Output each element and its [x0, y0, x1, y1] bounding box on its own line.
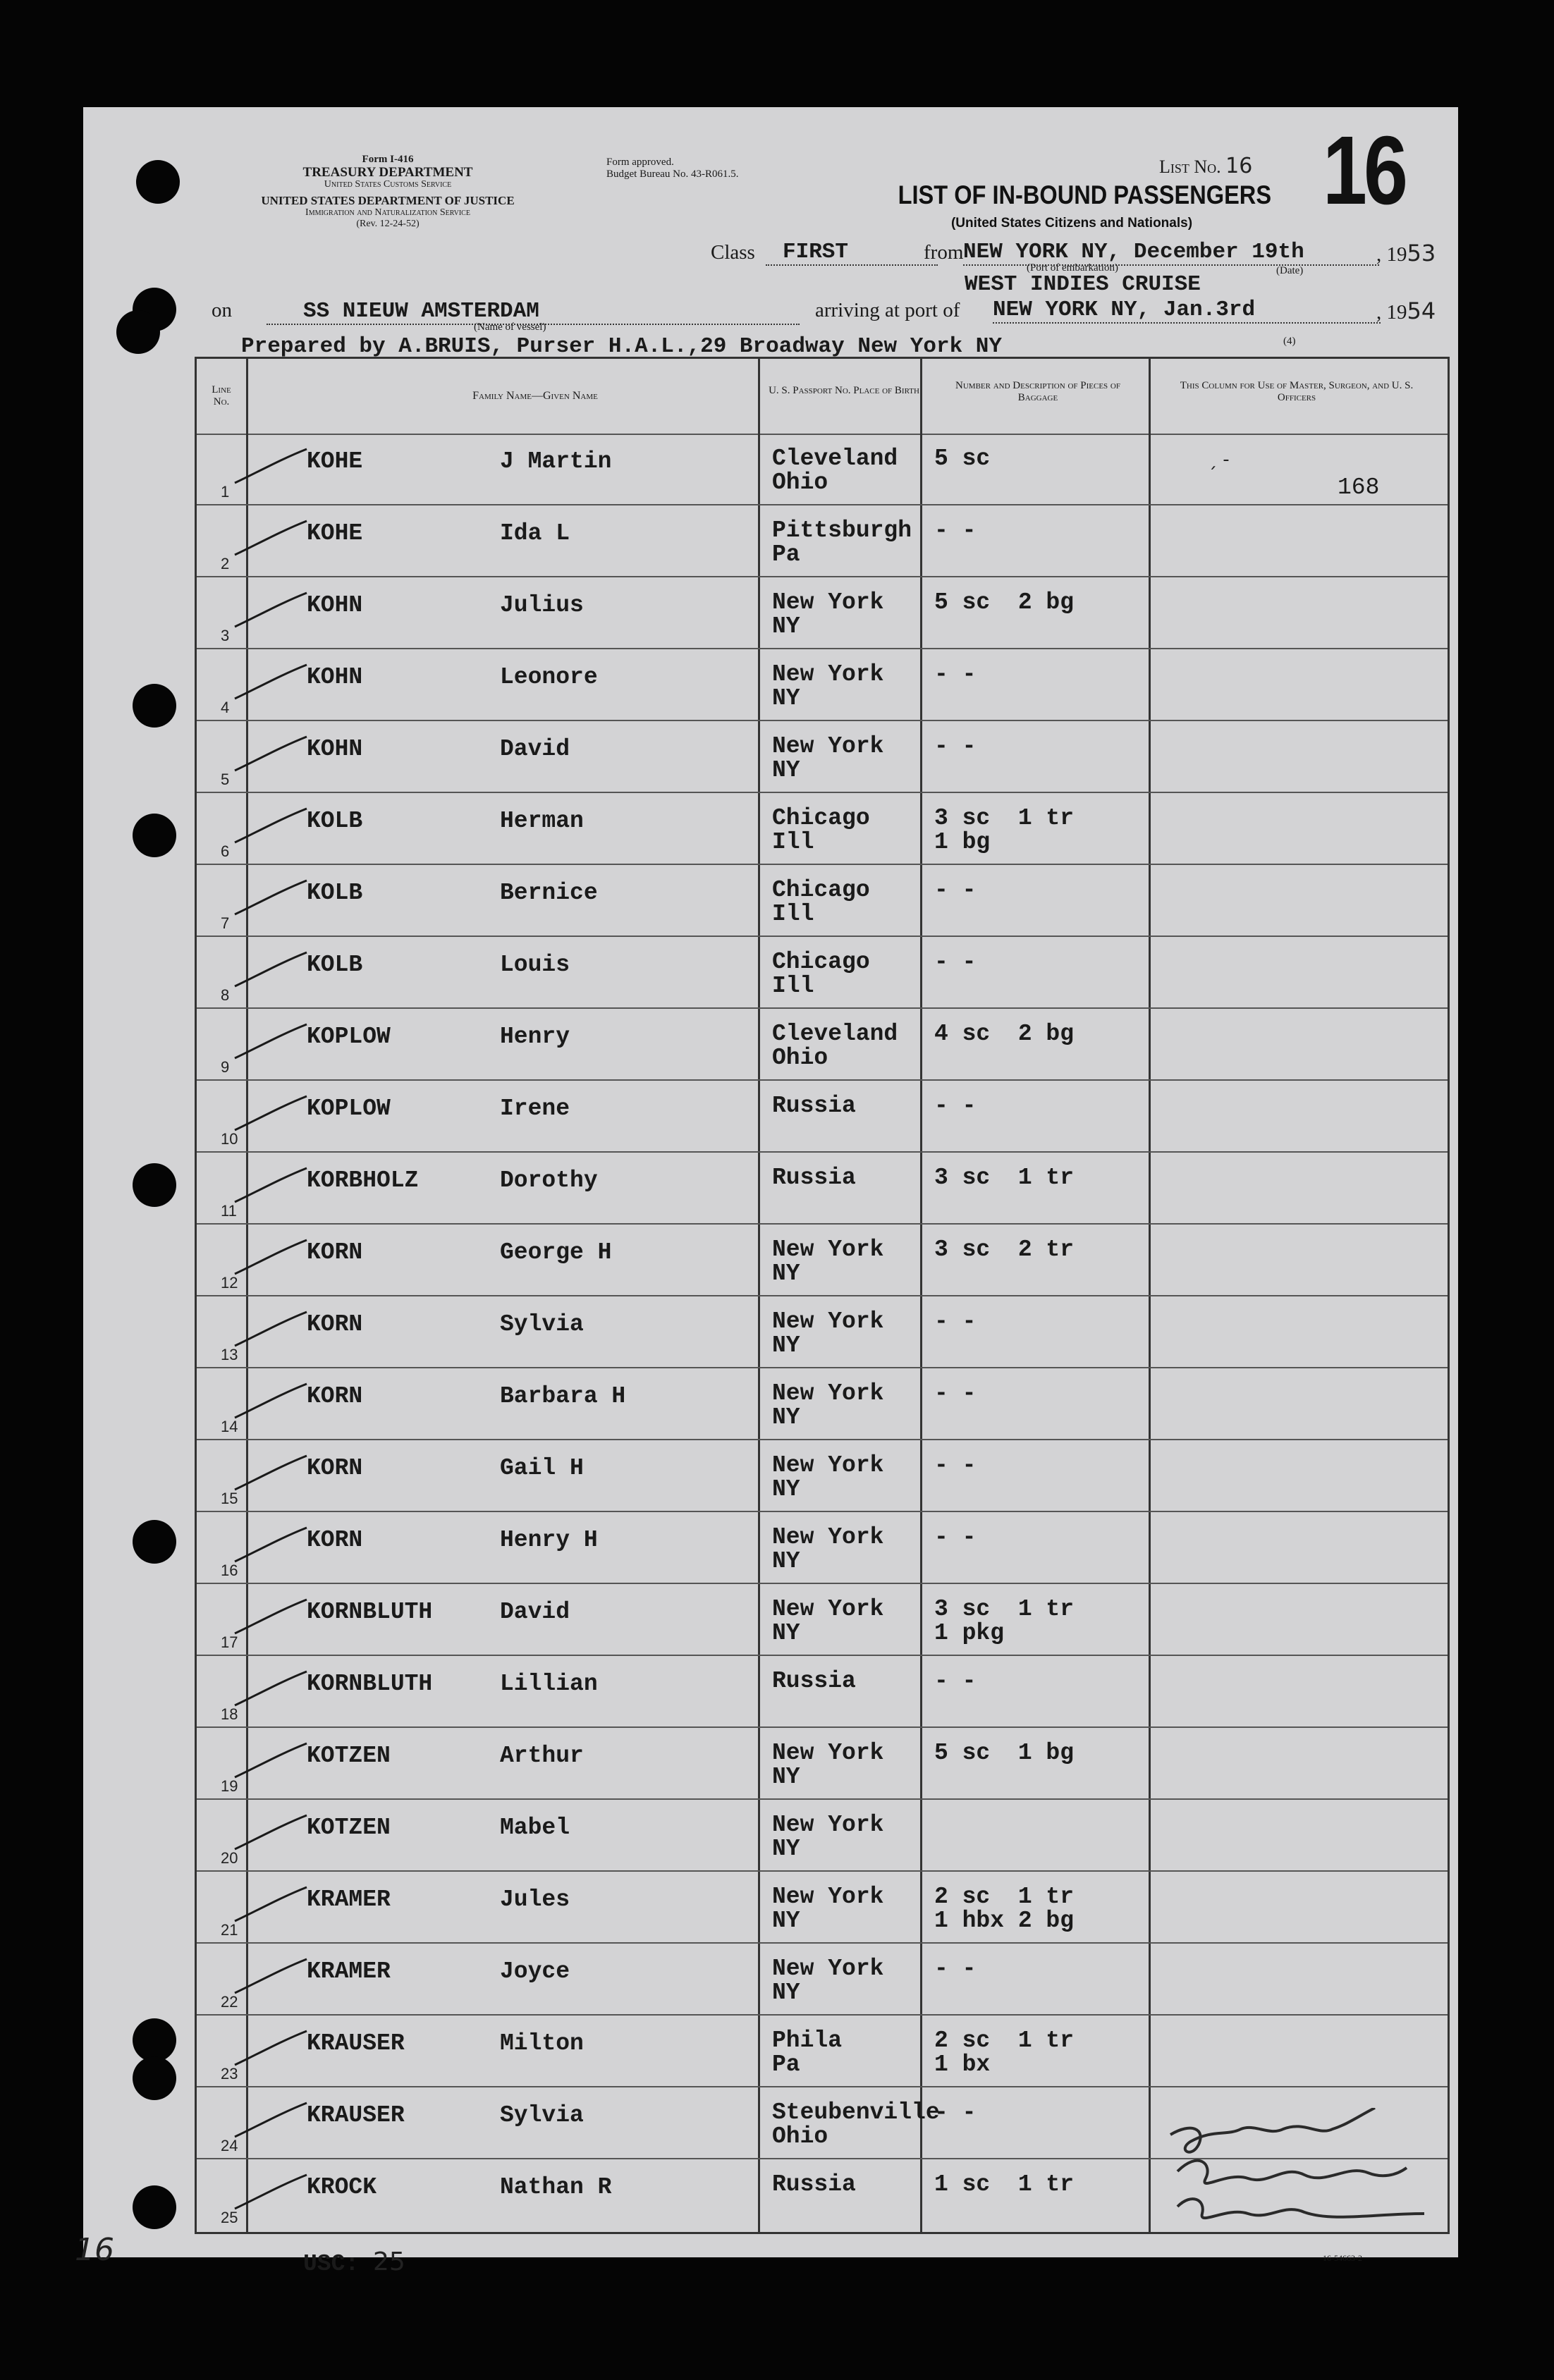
note-mark: (4) [1283, 336, 1296, 347]
birthplace-line1: Steubenville [772, 2099, 940, 2126]
baggage-line1: - - [934, 661, 977, 687]
table-row [197, 1800, 1448, 1872]
given-name: Herman [500, 808, 584, 834]
arrive-year-value: 54 [1407, 298, 1436, 324]
table-row [197, 577, 1448, 649]
baggage-line1: - - [934, 2099, 977, 2126]
given-name: J Martin [500, 448, 612, 474]
family-name: KOLB [307, 808, 363, 834]
binder-hole [133, 2185, 176, 2229]
birthplace-line2: NY [772, 1332, 800, 1358]
birthplace-line2: NY [772, 1836, 800, 1862]
binder-hole [133, 1163, 176, 1207]
check-mark-icon [232, 878, 310, 920]
birthplace-line2: NY [772, 757, 800, 783]
check-mark-icon [232, 1597, 310, 1639]
family-name: KOLB [307, 952, 363, 978]
given-name: Bernice [500, 880, 598, 906]
binder-hole [116, 310, 160, 354]
birthplace-line2: Ohio [772, 1045, 828, 1071]
baggage-line1: 2 sc 1 tr [934, 1884, 1075, 1910]
table-row [197, 793, 1448, 865]
arriving-port-text: NEW YORK NY, Jan.3rd [993, 298, 1256, 322]
family-name: KRAMER [307, 1887, 391, 1913]
line-number: 18 [221, 1705, 238, 1723]
given-name: Sylvia [500, 1311, 584, 1337]
line-number: 6 [221, 842, 230, 860]
officer-signature [1163, 2108, 1431, 2242]
birthplace-line1: New York [772, 1812, 884, 1838]
line-number: 15 [221, 1490, 238, 1507]
birthplace-line1: New York [772, 1308, 884, 1335]
family-name: KOLB [307, 880, 363, 906]
cruise-name: WEST INDIES CRUISE [965, 272, 1201, 297]
line-number: 24 [221, 2137, 238, 2154]
table-row [197, 505, 1448, 577]
given-name: Nathan R [500, 2174, 612, 2200]
table-row [197, 2016, 1448, 2087]
check-mark-icon [232, 1237, 310, 1280]
check-mark-icon [232, 1022, 310, 1064]
birthplace-line1: New York [772, 733, 884, 759]
arriving-label: arriving at port of [815, 299, 960, 321]
birthplace-line1: Russia [772, 1668, 856, 1694]
birthplace-line1: New York [772, 661, 884, 687]
given-name: Jules [500, 1887, 570, 1913]
page-subtitle: (United States Citizens and Nationals) [950, 216, 1193, 231]
birthplace-line1: Russia [772, 2171, 856, 2197]
birthplace-line2: Ill [772, 829, 814, 855]
given-name: Arthur [500, 1743, 584, 1769]
budget-bureau: Budget Bureau No. 43-R061.5. [606, 168, 739, 180]
list-label: List No. [1159, 157, 1221, 177]
birthplace-line2: NY [772, 1476, 800, 1502]
birthplace-line1: New York [772, 1596, 884, 1622]
birthplace-line2: NY [772, 1980, 800, 2006]
arrive-year [1376, 298, 1436, 324]
table-row [197, 1081, 1448, 1153]
form-number: Form I-416 [362, 154, 414, 165]
family-name: KOHN [307, 592, 363, 618]
baggage-line1: - - [934, 1452, 977, 1478]
year-prefix: , 19 [1376, 301, 1407, 324]
table-row [197, 1368, 1448, 1440]
passenger-table [195, 357, 1450, 2234]
birthplace-line2: Ohio [772, 470, 828, 496]
table-row [197, 1656, 1448, 1728]
page-title: LIST OF IN-BOUND PASSENGERS [898, 180, 1272, 209]
line-number: 9 [221, 1058, 230, 1076]
table-row [197, 721, 1448, 793]
annotation-168: 168 [1338, 474, 1380, 501]
family-name: KOHN [307, 736, 363, 762]
page-number-handwritten: 16 [75, 2232, 114, 2268]
birthplace-line2: NY [772, 1404, 800, 1430]
line-number: 10 [221, 1130, 238, 1148]
birthplace-line1: New York [772, 1740, 884, 1766]
line-number: 3 [221, 627, 230, 644]
check-mark-icon [232, 1165, 310, 1208]
table-row [197, 1225, 1448, 1296]
line-number: 23 [221, 2065, 238, 2082]
justice-department: UNITED STATES DEPARTMENT OF JUSTICE [261, 194, 515, 207]
col-header-baggage: Number and Description of Pieces of Baggage [955, 380, 1120, 403]
family-name: KOPLOW [307, 1096, 391, 1122]
check-mark-icon [232, 1525, 310, 1567]
vessel-name-text: SS NIEUW AMSTERDAM [303, 299, 539, 324]
baggage-line1: 3 sc 1 tr [934, 805, 1075, 831]
check-mark-icon [232, 734, 310, 776]
from-label: from [924, 241, 964, 264]
col-header-officers: This Column for Use of Master, Surgeon, and U. S. Officers [1180, 380, 1414, 403]
table-row [197, 1009, 1448, 1081]
given-name: Dorothy [500, 1167, 598, 1194]
birthplace-line1: Russia [772, 1093, 856, 1119]
baggage-line1: 4 sc 2 bg [934, 1021, 1075, 1047]
table-row [197, 1728, 1448, 1800]
table-row [197, 1512, 1448, 1584]
from-year-value: 53 [1407, 240, 1436, 266]
line-number: 13 [221, 1346, 238, 1363]
birthplace-line1: New York [772, 589, 884, 615]
birthplace-line2: NY [772, 613, 800, 639]
birthplace-line2: NY [772, 1764, 800, 1790]
baggage-line1: - - [934, 517, 977, 544]
vessel-caption: (Name of vessel) [474, 321, 546, 333]
form-header-left [204, 154, 571, 230]
print-code: 16-54663-2 [1323, 2253, 1362, 2263]
given-name: Ida L [500, 520, 570, 546]
birthplace-line1: New York [772, 1237, 884, 1263]
family-name: KOHN [307, 664, 363, 690]
table-row [197, 434, 1448, 505]
table-row [197, 1944, 1448, 2016]
class-value [766, 240, 938, 266]
list-number: 16 [1225, 154, 1253, 178]
baggage-line1: - - [934, 1956, 977, 1982]
check-mark-icon [232, 2028, 310, 2071]
birthplace-line1: Chicago [772, 805, 870, 831]
baggage-line2: 1 hbx 2 bg [934, 1908, 1075, 1934]
baggage-line1: - - [934, 949, 977, 975]
check-mark-icon [232, 2100, 310, 2142]
family-name: KOTZEN [307, 1743, 391, 1769]
baggage-line1: 3 sc 2 tr [934, 1237, 1075, 1263]
table-row [197, 865, 1448, 937]
line-number: 7 [221, 914, 230, 932]
birthplace-line1: New York [772, 1380, 884, 1406]
usc-label: USC: [303, 2251, 360, 2277]
baggage-line1: 2 sc 1 tr [934, 2028, 1075, 2054]
line-number: 8 [221, 986, 230, 1004]
approval-block [606, 157, 738, 180]
given-name: Leonore [500, 664, 598, 690]
line-number: 12 [221, 1274, 238, 1292]
family-name: KORN [307, 1527, 363, 1553]
birthplace-line2: NY [772, 1548, 800, 1574]
port-of-embarkation-caption: (Port of embarkation) [1027, 262, 1118, 274]
check-mark-icon [232, 1381, 310, 1423]
line-number: 22 [221, 1993, 238, 2011]
family-name: KORN [307, 1383, 363, 1409]
given-name: Louis [500, 952, 570, 978]
given-name: Henry H [500, 1527, 598, 1553]
birthplace-line1: New York [772, 1452, 884, 1478]
customs-service: United States Customs Service [324, 179, 452, 190]
baggage-line1: 5 sc [934, 446, 991, 472]
birthplace-line1: New York [772, 1884, 884, 1910]
table-row [197, 1872, 1448, 1944]
given-name: George H [500, 1239, 612, 1265]
family-name: KRAUSER [307, 2102, 405, 2128]
birthplace-line1: Chicago [772, 877, 870, 903]
usc-value: 25 [373, 2247, 405, 2276]
col-header-name: Family Name—Given Name [472, 390, 598, 402]
check-mark-icon [232, 1884, 310, 1927]
from-value [963, 240, 1379, 266]
birthplace-line2: Ill [772, 973, 814, 999]
line-number: 14 [221, 1418, 238, 1435]
class-label: Class [711, 241, 755, 264]
given-name: David [500, 736, 570, 762]
baggage-line1: 3 sc 1 tr [934, 1165, 1075, 1191]
baggage-line1: - - [934, 1524, 977, 1550]
line-number: 19 [221, 1777, 238, 1795]
table-row [197, 1153, 1448, 1225]
from-value-text: NEW YORK NY, December 19th [963, 240, 1304, 264]
birthplace-line1: New York [772, 1524, 884, 1550]
on-label: on [212, 299, 232, 321]
revision-date: (Rev. 12-24-52) [356, 219, 420, 229]
given-name: Joyce [500, 1958, 570, 1985]
birthplace-line2: NY [772, 685, 800, 711]
given-name: Julius [500, 592, 584, 618]
family-name: KROCK [307, 2174, 377, 2200]
usc-count [303, 2247, 405, 2277]
given-name: Irene [500, 1096, 570, 1122]
col-header-passport: U. S. Passport No. Place of Birth [769, 385, 919, 396]
table-header [197, 359, 1448, 435]
line-number: 2 [221, 555, 230, 572]
given-name: Gail H [500, 1455, 584, 1481]
baggage-line1: 5 sc 1 bg [934, 1740, 1075, 1766]
baggage-line1: - - [934, 1308, 977, 1335]
table-row [197, 1584, 1448, 1656]
check-mark-icon [232, 806, 310, 848]
table-row [197, 649, 1448, 721]
table-row [197, 937, 1448, 1009]
check-mark-icon [232, 590, 310, 632]
baggage-line1: - - [934, 733, 977, 759]
given-name: Mabel [500, 1815, 570, 1841]
binder-hole [133, 2018, 176, 2062]
class-value-text: FIRST [783, 240, 849, 264]
prepared-by: Prepared by A.BRUIS, Purser H.A.L.,29 Broadway New York NY [241, 334, 1002, 359]
birthplace-line1: Chicago [772, 949, 870, 975]
binder-hole [133, 1520, 176, 1564]
arriving-port [993, 298, 1381, 324]
table-row [197, 1296, 1448, 1368]
line-number: 21 [221, 1921, 238, 1939]
baggage-line1: - - [934, 1380, 977, 1406]
baggage-line1: - - [934, 877, 977, 903]
baggage-line1: - - [934, 1668, 977, 1694]
birthplace-line1: Cleveland [772, 1021, 898, 1047]
list-number-field [1159, 154, 1252, 178]
baggage-line2: 1 pkg [934, 1620, 1005, 1646]
check-mark-icon [232, 518, 310, 560]
check-mark-icon [232, 950, 310, 992]
baggage-line1: - - [934, 1093, 977, 1119]
birthplace-line1: Russia [772, 1165, 856, 1191]
birthplace-line1: New York [772, 1956, 884, 1982]
binder-hole [133, 2056, 176, 2100]
immigration-service: Immigration and Naturalization Service [305, 207, 470, 218]
check-mark-icon [232, 1956, 310, 1999]
baggage-line1: 3 sc 1 tr [934, 1596, 1075, 1622]
annotation-dash-mark: ˏ - [1208, 449, 1230, 470]
treasury-department: TREASURY DEPARTMENT [302, 165, 473, 180]
line-number: 5 [221, 771, 230, 788]
from-year [1376, 240, 1436, 266]
family-name: KORBHOLZ [307, 1167, 419, 1194]
check-mark-icon [232, 1812, 310, 1855]
birthplace-line2: NY [772, 1620, 800, 1646]
check-mark-icon [232, 446, 310, 489]
form-approved: Form approved. [606, 157, 674, 168]
birthplace-line1: Cleveland [772, 446, 898, 472]
birthplace-line2: Ill [772, 901, 814, 927]
year-prefix: , 19 [1376, 243, 1407, 266]
family-name: KORN [307, 1311, 363, 1337]
line-number: 16 [221, 1562, 238, 1579]
family-name: KORN [307, 1239, 363, 1265]
binder-hole [136, 160, 180, 204]
check-mark-icon [232, 1309, 310, 1351]
line-number: 20 [221, 1849, 238, 1867]
line-number: 17 [221, 1633, 238, 1651]
date-caption: (Date) [1276, 265, 1304, 276]
given-name: David [500, 1599, 570, 1625]
family-name: KOHE [307, 520, 363, 546]
list-number-stamp: 16 [1323, 116, 1405, 225]
table-row [197, 1440, 1448, 1512]
birthplace-line2: Pa [772, 2051, 800, 2078]
line-number: 4 [221, 699, 230, 716]
line-number: 1 [221, 483, 230, 501]
birthplace-line2: NY [772, 1260, 800, 1287]
given-name: Lillian [500, 1671, 598, 1697]
family-name: KOPLOW [307, 1024, 391, 1050]
given-name: Milton [500, 2030, 584, 2056]
given-name: Barbara H [500, 1383, 626, 1409]
line-number: 25 [221, 2209, 238, 2226]
family-name: KORN [307, 1455, 363, 1481]
line-number: 11 [221, 1202, 237, 1220]
check-mark-icon [232, 1669, 310, 1711]
binder-hole [133, 814, 176, 857]
family-name: KRAMER [307, 1958, 391, 1985]
family-name: KOHE [307, 448, 363, 474]
family-name: KOTZEN [307, 1815, 391, 1841]
check-mark-icon [232, 1741, 310, 1783]
baggage-line2: 1 bx [934, 2051, 991, 2078]
baggage-line1: 1 sc 1 tr [934, 2171, 1075, 2197]
birthplace-line2: Pa [772, 541, 800, 568]
birthplace-line2: Ohio [772, 2123, 828, 2149]
col-header-line-no: Line No. [212, 384, 231, 407]
birthplace-line2: NY [772, 1908, 800, 1934]
check-mark-icon [232, 1453, 310, 1495]
binder-hole [133, 684, 176, 728]
given-name: Henry [500, 1024, 570, 1050]
family-name: KRAUSER [307, 2030, 405, 2056]
birthplace-line1: Phila [772, 2028, 843, 2054]
check-mark-icon [232, 2172, 310, 2214]
check-mark-icon [232, 1093, 310, 1136]
baggage-line2: 1 bg [934, 829, 991, 855]
baggage-line1: 5 sc 2 bg [934, 589, 1075, 615]
family-name: KORNBLUTH [307, 1599, 433, 1625]
birthplace-line1: Pittsburgh [772, 517, 912, 544]
family-name: KORNBLUTH [307, 1671, 433, 1697]
check-mark-icon [232, 662, 310, 704]
given-name: Sylvia [500, 2102, 584, 2128]
